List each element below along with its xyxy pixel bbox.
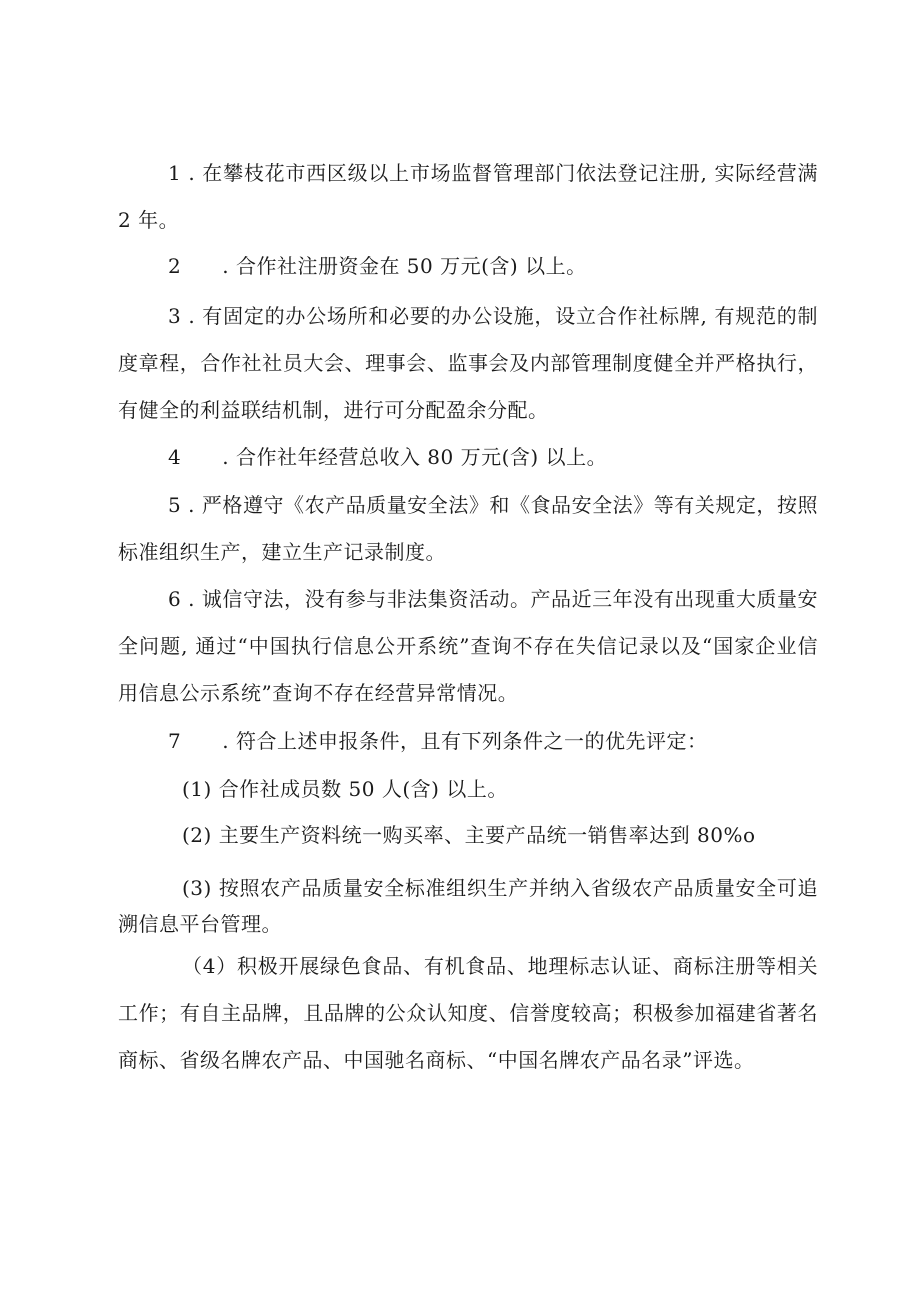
paragraph-2: 2 . 合作社注册资金在 50 万元(含) 以上。 [168,254,587,278]
sub-item-4: （4）积极开展绿色食品、有机食品、地理标志认证、商标注册等相关工作；有自主品牌，且品牌的公众认知度、信誉度较高；积极参加福建省著名商标、省级名牌农产品、中国驰名商标、“中国名牌农产品名录”评选。 [118,954,818,1072]
sub-item-2: (2) 主要生产资料统一购买率、主要产品统一销售率达到 80%o [182,823,756,847]
paragraph-4: 4 . 合作社年经营总收入 80 万元(含) 以上。 [168,445,608,469]
paragraph-3: 3 . 有固定的办公场所和必要的办公设施，设立合作社标牌, 有规范的制度章程，合作社社员大会、理事会、监事会及内部管理制度健全并严格执行，有健全的利益联结机制，进行可分配盈余分配。 [118,304,818,422]
paragraph-1: 1 . 在攀枝花市西区级以上市场监督管理部门依法登记注册, 实际经营满 2 年。 [118,161,818,232]
sub-item-1: (1) 合作社成员数 50 人(含) 以上。 [182,777,508,801]
sub-item-3: (3) 按照农产品质量安全标准组织生产并纳入省级农产品质量安全可追溯信息平台管理。 [118,876,818,936]
paragraph-6: 6 . 诚信守法，没有参与非法集资活动。产品近三年没有出现重大质量安全问题, 通过“中国执行信息公开系统”查询不存在失信记录以及“国家企业信用信息公示系统”查询不存在经营异常情况。 [118,587,818,705]
paragraph-5: 5 . 严格遵守《农产品质量安全法》和《食品安全法》等有关规定，按照标准组织生产，建立生产记录制度。 [118,493,818,564]
paragraph-7: 7 . 符合上述申报条件，且有下列条件之一的优先评定： [168,729,708,753]
